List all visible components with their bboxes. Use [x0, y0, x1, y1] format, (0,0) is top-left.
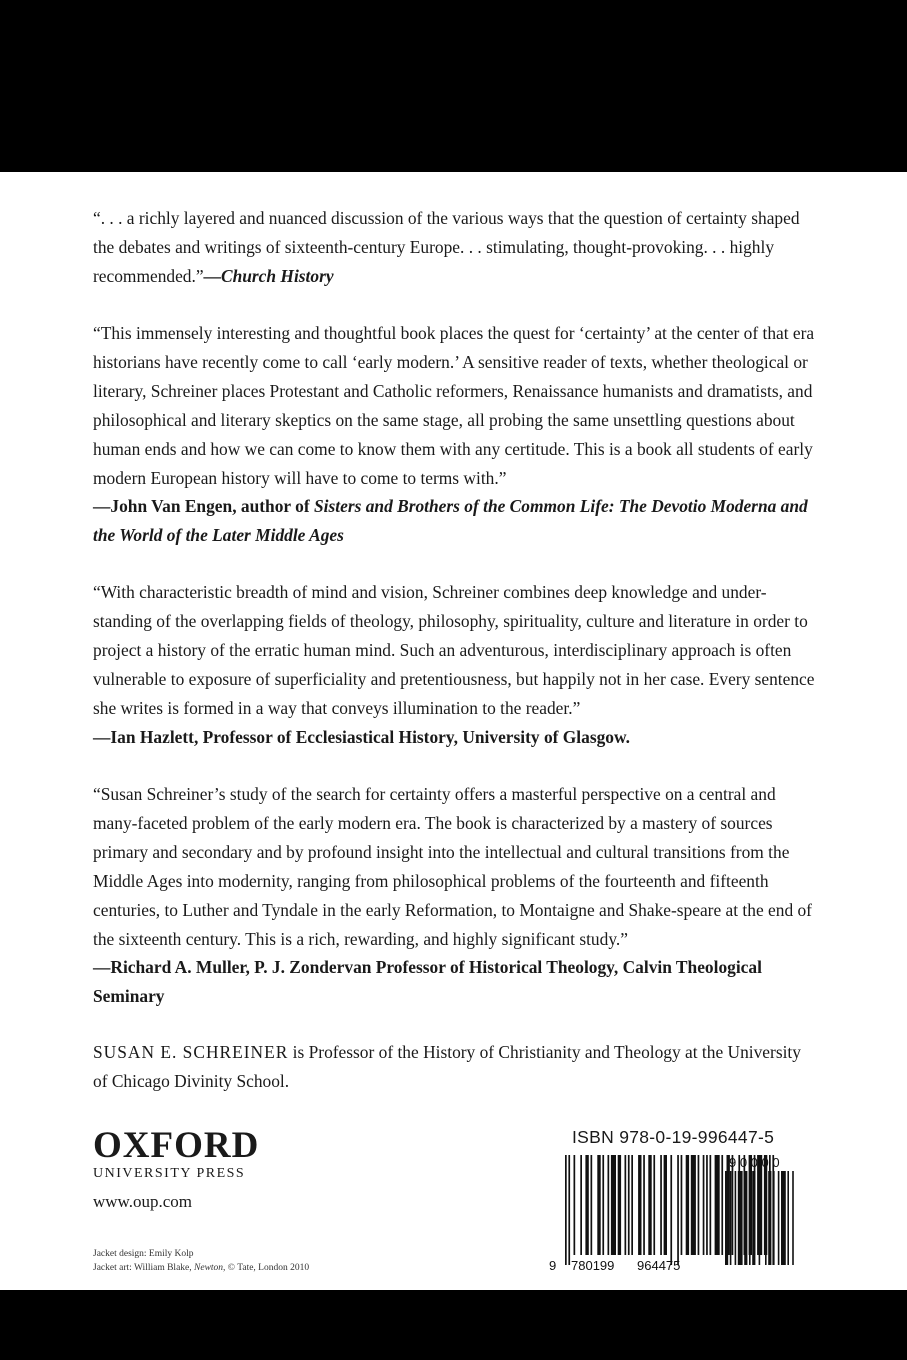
- art-credit-title: Newton,: [194, 1263, 226, 1273]
- quote-text: “. . . a richly layered and nuanced discussion of the various ways that the question of certainty shaped the debates and writings of sixteenth-century Europe. . . stimulating, thought-provoking. . . highly recommended.”: [93, 208, 800, 286]
- author-bio: [93, 1038, 815, 1096]
- bottom-black-band: [0, 1290, 907, 1360]
- barcode-bar: [608, 1155, 610, 1255]
- barcode-addon-digits: 9 0 0 0 0: [729, 1155, 780, 1170]
- review-quote-4: [93, 780, 815, 1011]
- jacket-credits: [93, 1247, 309, 1275]
- barcode-addon-bar: [749, 1171, 751, 1265]
- barcode-bar: [643, 1155, 645, 1255]
- barcode-addon-bar: [792, 1171, 794, 1265]
- barcode-addon-bar: [787, 1171, 789, 1265]
- barcode-bar: [648, 1155, 651, 1255]
- barcode-bar: [631, 1155, 633, 1255]
- barcode-bar: [585, 1155, 588, 1255]
- barcode-bar: [698, 1155, 700, 1255]
- barcode-bar: [732, 1155, 734, 1255]
- barcode-bar: [664, 1155, 667, 1255]
- barcode-bar: [568, 1155, 570, 1265]
- art-credit-prefix: Jacket art: William Blake,: [93, 1263, 195, 1273]
- quote-attribution: —Ian Hazlett, Professor of Ecclesiastical History, University of Glasgow.: [93, 726, 630, 747]
- quote-text: “This immensely interesting and thoughtful book places the quest for ‘certainty’ at the center of that era historians have recently come to call ‘early modern.’ A sensitive reader of texts, whether theological or literary, Schreiner places Protestant and Catholic reformers, Renaissance humanists and dramatists, and philosophical and literary skeptics on the same stage, all probing the same unsettling questions about human ends and how we can come to know them with any certitude. This is a book all students of early modern European history will have to come to terms with.”: [93, 323, 815, 488]
- review-quote-2: [93, 319, 815, 550]
- publisher-logo: [93, 1126, 259, 1182]
- top-black-band: [0, 0, 907, 172]
- barcode-addon-bar: [778, 1171, 780, 1265]
- barcode-bar: [706, 1155, 708, 1255]
- barcode-bar: [660, 1155, 662, 1255]
- barcode-bar: [715, 1155, 720, 1255]
- publisher-subtitle: UNIVERSITY PRESS: [93, 1166, 246, 1181]
- barcode-addon-bar: [730, 1171, 732, 1265]
- barcode-bar: [653, 1155, 655, 1255]
- barcode-bar: [597, 1155, 600, 1255]
- quote-text: “With characteristic breadth of mind and vision, Schreiner combines deep knowledge and under-standing of the overlapping fields of theology, philosophy, spirituality, culture and literature in order to project a history of the erratic human mind. Such an adventurous, interdisciplinary approach is often vulnerable to exposure of superficiality and pretentiousness, but happily not in her case. Every sentence she writes is formed in a way that conveys illumination to the reader.”: [93, 582, 815, 718]
- barcode-addon-bar: [773, 1171, 775, 1265]
- barcode-bar: [691, 1155, 696, 1255]
- quote-attribution: [93, 496, 808, 545]
- publisher-name: OXFORD: [93, 1125, 260, 1166]
- attribution-name: —John Van Engen, author of: [93, 496, 314, 517]
- barcode-addon-bar: [744, 1171, 747, 1265]
- quote-source: —Church History: [203, 265, 334, 286]
- barcode-bar: [686, 1155, 689, 1255]
- attribution-book-title: Sisters and Brothers of the Common Life: The Devotio Moderna and the World of the Later Middle Ages: [93, 496, 808, 546]
- barcode-bar: [565, 1155, 567, 1265]
- isbn-label: ISBN 978-0-19-996447-5: [572, 1127, 775, 1147]
- publisher-website: www.oup.com: [93, 1192, 192, 1211]
- barcode-bar: [618, 1155, 621, 1255]
- quote-attribution: —Richard A. Muller, P. J. Zondervan Professor of Historical Theology, Calvin Theological Seminary: [93, 957, 762, 1007]
- barcode-bar: [591, 1155, 593, 1255]
- barcode-addon-bar: [759, 1171, 761, 1265]
- barcode-bar: [681, 1155, 683, 1255]
- barcode-bar: [710, 1155, 712, 1255]
- barcode-bar: [580, 1155, 582, 1255]
- barcode-digit-lead: 9: [549, 1258, 557, 1273]
- author-bio-text: is Professor of the History of Christianity and Theology at the University of Chicago Divinity School.: [93, 1042, 801, 1091]
- review-quote-1: [93, 204, 815, 291]
- barcode-addon-bar: [765, 1171, 767, 1265]
- jacket-design-credit: Jacket design: Emily Kolp: [93, 1249, 194, 1259]
- barcode-addon-bar: [725, 1171, 728, 1265]
- barcode-bar: [611, 1155, 616, 1255]
- barcode-bar: [602, 1155, 604, 1255]
- barcode-digits-left: 780199: [571, 1258, 615, 1273]
- barcode-bar: [638, 1155, 641, 1255]
- barcode-addon-bar: [738, 1171, 743, 1265]
- quote-text: “Susan Schreiner’s study of the search for certainty offers a masterful perspective on a central and many-faceted problem of the early modern era. The book is characterized by a mastery of sources primary and secondary and by profound insight into the intellectual and cultural transitions from the Middle Ages into modernity, ranging from philosophical problems of the fourteenth and fifteenth centuries, to Luther and Tyndale in the early Reformation, to Montaigne and Shake-speare at the end of the sixteenth century. This is a rich, rewarding, and highly significant study.”: [93, 784, 812, 949]
- art-credit-suffix: © Tate, London 2010: [225, 1263, 310, 1273]
- jacket-art-credit: [93, 1261, 309, 1275]
- barcode-bar: [628, 1155, 630, 1255]
- barcode-addon-bar: [768, 1171, 771, 1265]
- author-name: SUSAN E. SCHREINER: [93, 1042, 289, 1062]
- barcode-bar: [677, 1155, 679, 1265]
- barcode-bar: [721, 1155, 723, 1255]
- barcode-digits-right: 964475: [637, 1258, 681, 1273]
- barcode-addon-bar: [752, 1171, 755, 1265]
- barcode-bar: [670, 1155, 672, 1265]
- barcode-bar: [625, 1155, 627, 1255]
- barcode-addon-bar: [735, 1171, 737, 1265]
- review-quote-3: [93, 578, 815, 751]
- barcode-bar: [703, 1155, 705, 1255]
- barcode-addon-bar: [781, 1171, 786, 1265]
- isbn-barcode: [547, 1153, 797, 1273]
- barcode-bar: [574, 1155, 576, 1255]
